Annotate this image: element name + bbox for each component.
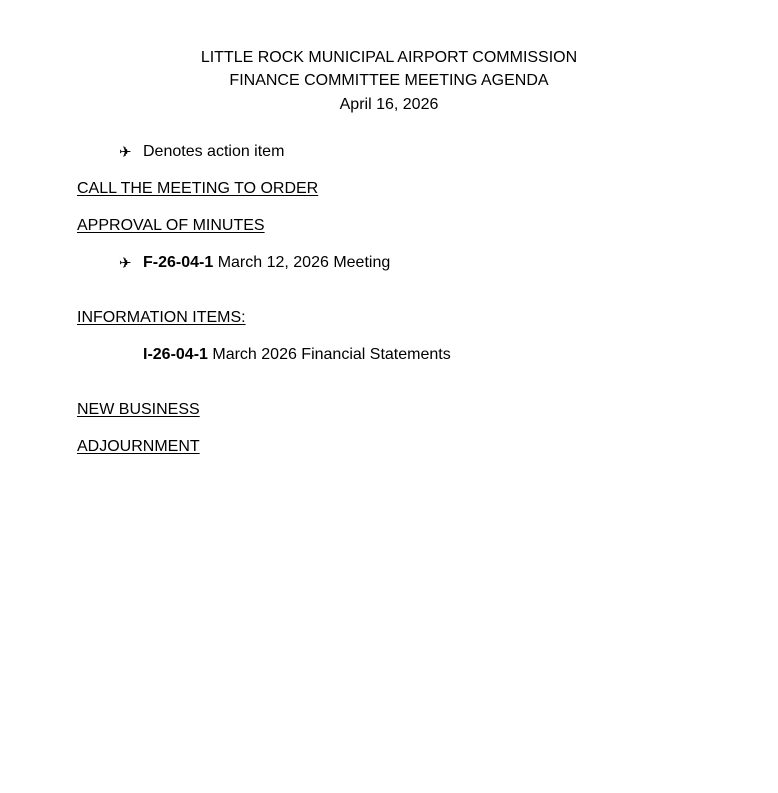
- minutes-item: [143, 253, 390, 273]
- section-approval-of-minutes: APPROVAL OF MINUTES: [77, 217, 265, 234]
- item-description: March 2026 Financial Statements: [207, 346, 451, 363]
- information-item: [143, 345, 451, 365]
- airplane-icon: ✈: [119, 143, 132, 161]
- legend-text: Denotes action item: [143, 143, 285, 160]
- action-item-marker: [119, 253, 132, 274]
- section-call-to-order: CALL THE MEETING TO ORDER: [77, 180, 319, 197]
- item-code: I-26-04-1: [143, 346, 208, 363]
- section-information-items: INFORMATION ITEMS:: [77, 309, 246, 326]
- meeting-date: April 16, 2026: [339, 96, 439, 113]
- organization-name: LITTLE ROCK MUNICIPAL AIRPORT COMMISSION: [200, 49, 578, 66]
- section-new-business: NEW BUSINESS: [77, 401, 200, 418]
- legend-icon-wrap: [119, 142, 132, 163]
- item-description: March 12, 2026 Meeting: [213, 254, 391, 271]
- airplane-icon: ✈: [119, 254, 132, 272]
- section-adjournment: ADJOURNMENT: [77, 438, 200, 455]
- item-code: F-26-04-1: [143, 254, 214, 271]
- agenda-title: FINANCE COMMITTEE MEETING AGENDA: [229, 72, 549, 89]
